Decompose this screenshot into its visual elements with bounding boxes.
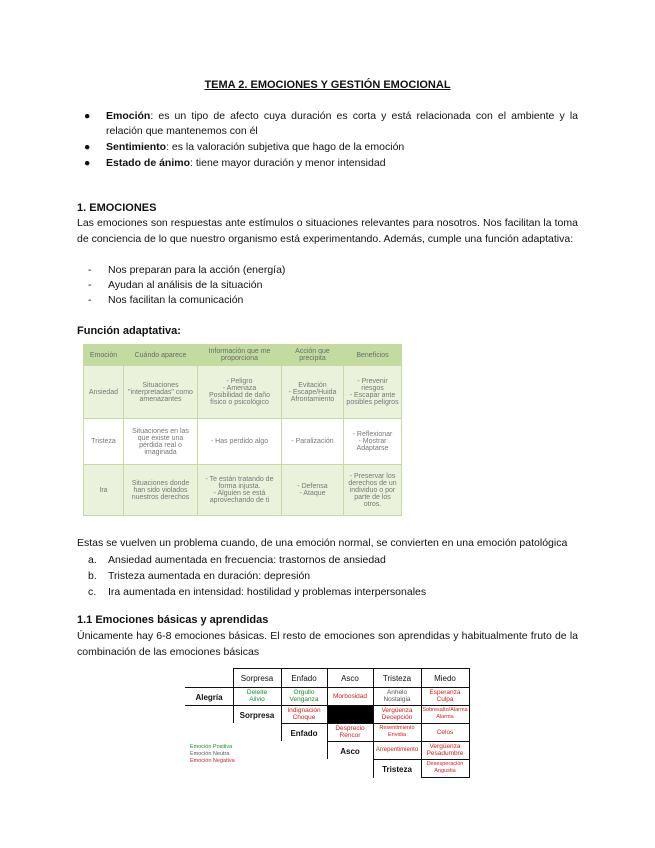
section-text: Únicamente hay 6-8 emociones básicas. El resto de emociones son aprendidas y habitualmente fruto de la combinación de las emociones básicas (77, 630, 578, 658)
table-cell: - Prevenir riesgos - Escapar ante posibles peligros (344, 366, 402, 419)
table-header: Beneficios (344, 345, 402, 366)
matrix-cell: Indignación Choque (287, 707, 321, 721)
table-cell: - Paralización (282, 419, 344, 465)
matrix-cell: Vergüenza Pesadumbre (426, 743, 464, 757)
table-cell: - Reflexionar - Mostrar Adaptarse (344, 419, 402, 465)
table-header: Acción que precipita (282, 345, 344, 366)
legend-negative: Emoción Negativa (190, 758, 235, 764)
definition-item (84, 140, 578, 155)
table-header: Cuándo aparece (124, 345, 198, 366)
table-header-row (84, 345, 402, 366)
definition-item (84, 109, 578, 139)
matrix-cell: Anhelo Nostalgia (383, 689, 411, 703)
matrix-black-cell (327, 706, 373, 724)
table-cell: Ansiedad (84, 366, 124, 419)
legend-positive: Emoción Positiva (190, 744, 233, 750)
matrix-col-header: Asco (341, 674, 359, 683)
table-row (84, 465, 402, 516)
matrix-col-header: Miedo (434, 674, 456, 683)
table-cell: Tristeza (84, 419, 124, 465)
matrix-row-header: Alegría (195, 693, 223, 702)
definition-text: : tiene mayor duración y menor intensidad (190, 157, 386, 169)
table-cell: - Defensa - Ataque (282, 465, 344, 516)
matrix-cell: Resentimiento Envidia (379, 725, 415, 738)
bullet-icon: ● (84, 157, 91, 169)
table-cell: Situaciones en las que existe una pérdida real o imaginada (124, 419, 198, 465)
definition-term: Estado de ánimo (106, 157, 191, 169)
definition-item (84, 156, 578, 171)
emotion-function-table (83, 344, 402, 516)
table-cell: - Te están tratando de forma injusta. - Alguien se está aprovechando de ti (198, 465, 282, 516)
matrix-cell: Esperanza Culpa (429, 689, 461, 703)
definition-term: Sentimiento (106, 141, 167, 153)
matrix-cell: Arrepentimiento (375, 747, 419, 753)
section-heading: 1.1 Emociones básicas y aprendidas (77, 614, 269, 626)
matrix-cell: Vergüenza Decepción (381, 707, 413, 721)
matrix-cell: Desprecio Rencor (335, 725, 365, 739)
matrix-col-header: Enfado (291, 674, 317, 683)
table-row (84, 366, 402, 419)
bullet-icon: ● (84, 110, 91, 122)
table-cell: Ira (84, 465, 124, 516)
table-cell: - Has perdido algo (198, 419, 282, 465)
function-heading: Función adaptativa: (77, 325, 181, 337)
definition-text: : es un tipo de afecto cuya duración es corta y está relacionada con el ambiente y la relación que mantenemos con él (106, 110, 578, 137)
table-header: Emoción (84, 345, 124, 366)
table-row (84, 419, 402, 465)
matrix-row-header: Enfado (290, 729, 318, 738)
definition-term: Emoción (106, 110, 151, 122)
pathology-intro: Estas se vuelven un problema cuando, de una emoción normal, se convierten en una emoción patológica (77, 537, 568, 549)
table-header: Información que me proporciona (198, 345, 282, 366)
matrix-col-header: Sorpresa (240, 674, 274, 683)
legend-neutral: Emoción Neutra (190, 751, 230, 757)
emotion-matrix (185, 668, 475, 782)
table-cell: Situaciones donde han sido violados nuestros derechos (124, 465, 198, 516)
table-cell: - Preservar los derechos de un individuo o por parte de los otros. (344, 465, 402, 516)
table-cell: - Peligro - Amenaza Posibilidad de daño físico o psicológico (198, 366, 282, 419)
matrix-col-header: Tristeza (382, 674, 412, 683)
bullet-icon: ● (84, 141, 91, 153)
definition-text: : es la valoración subjetiva que hago de la emoción (166, 141, 405, 153)
matrix-cell: Celos (436, 729, 454, 736)
matrix-cell: Deleite Alivio (246, 689, 268, 703)
matrix-cell: Desesperación Angustia (426, 761, 464, 774)
matrix-row-header: Sorpresa (239, 711, 275, 720)
table-cell: Evitación - Escape/Huida Afrontamiento (282, 366, 344, 419)
section-intro: Las emociones son respuestas ante estímulos o situaciones relevantes para nosotros. Nos facilitan la toma de conciencia de lo que nuestro organismo está experimentando. Además, cumple una función adaptativa: (77, 217, 578, 245)
matrix-cell: Sobresalto/Alarma Alarma (422, 707, 468, 720)
matrix-cell: Morbosidad (333, 693, 367, 700)
matrix-row-header: Tristeza (382, 765, 412, 774)
section-heading: 1. EMOCIONES (77, 202, 157, 214)
table-cell: Situaciones "interpretadas" como amenazantes (124, 366, 198, 419)
matrix-row-header: Asco (340, 747, 360, 756)
matrix-cell: Orgullo Venganza (289, 689, 319, 703)
page-title: TEMA 2. EMOCIONES Y GESTIÓN EMOCIONAL (204, 79, 451, 91)
